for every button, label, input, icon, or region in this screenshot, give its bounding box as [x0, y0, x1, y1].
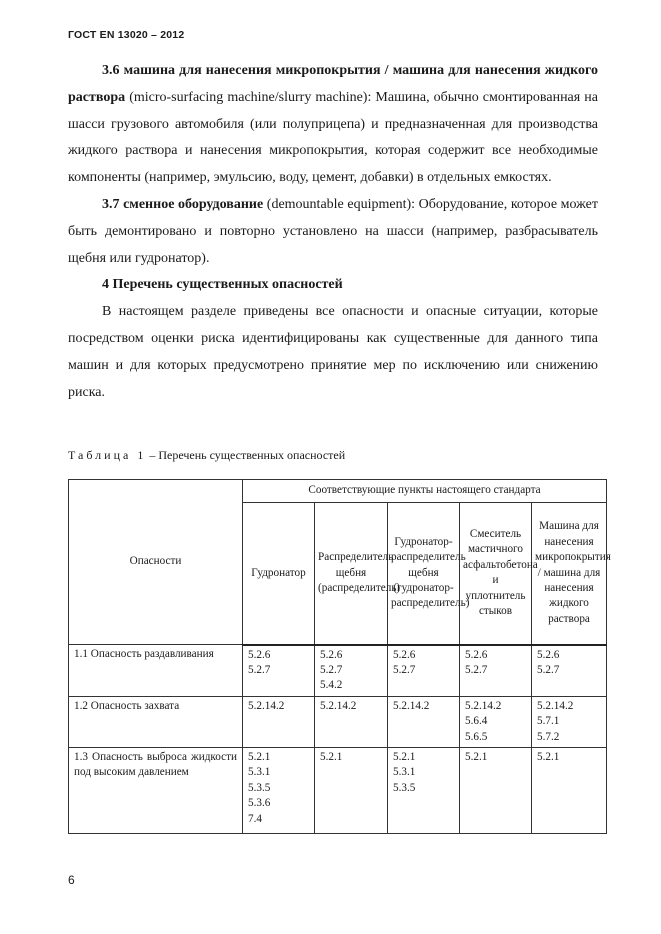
clause-cell — [388, 696, 460, 747]
hazard-cell: 1.3 Опасность выброса жидкости под высоким давлением — [69, 747, 243, 833]
clause-ref: 5.3.5 — [248, 781, 271, 794]
column-header-mastic-mixer: Смеситель мастичного асфальтобетона и уплотнитель стыков — [460, 503, 532, 645]
hazards-table — [68, 479, 611, 834]
section-4-title: 4 Перечень существенных опасностей — [102, 277, 343, 293]
table-row — [69, 747, 607, 833]
standard-clauses-header: Соответствующие пункты настоящего стандарта — [243, 480, 607, 503]
clause-cell — [388, 747, 460, 833]
page-number: 6 — [68, 873, 75, 887]
table-row — [69, 696, 607, 747]
clause-ref: 5.3.5 — [393, 781, 416, 794]
clause-ref: 5.6.4 — [465, 715, 488, 728]
clause-ref: 5.2.7 — [393, 663, 416, 676]
clause-ref: 5.2.14.2 — [537, 699, 574, 712]
clause-ref: 5.4.2 — [320, 679, 343, 692]
column-header-asphalt-distributor: Гудронатор — [243, 503, 315, 645]
table-caption — [68, 448, 345, 463]
clause-ref: 5.2.14.2 — [320, 699, 357, 712]
definition-3-6 — [68, 58, 598, 192]
clause-ref: 5.3.6 — [248, 797, 271, 810]
section-4-body: В настоящем разделе приведены все опасности и опасные ситуации, которые посредством оценки риска идентифицированы как существенные для данного типа машин и для которых предусмотрено принятие мер по исключению или снижению риска. — [68, 304, 598, 400]
clause-ref: 5.2.1 — [248, 750, 271, 763]
clause-cell — [243, 747, 315, 833]
body-text — [68, 58, 598, 406]
clause-cell — [532, 696, 607, 747]
clause-ref: 5.3.1 — [393, 766, 416, 779]
clause-cell — [388, 645, 460, 697]
table-caption-label: Таблица 1 — [68, 448, 147, 462]
clause-cell — [243, 696, 315, 747]
clause-ref: 5.2.7 — [537, 663, 560, 676]
clause-ref: 5.2.1 — [537, 750, 560, 763]
definition-3-7-body: (demountable equipment): Оборудование, которое может быть демонтировано и повторно установлено на шасси (например, разбрасыватель щебня или гудронатор). — [68, 196, 598, 266]
definition-3-7 — [68, 192, 598, 272]
table-row — [69, 645, 607, 697]
clause-ref: 5.2.7 — [320, 663, 343, 676]
hazard-cell: 1.2 Опасность захвата — [69, 696, 243, 747]
hazard-cell: 1.1 Опасность раздавливания — [69, 645, 243, 697]
term-3-6: 3.6 машина для нанесения микропокрытия / машина для нанесения жидкого раствора — [68, 63, 598, 105]
column-header-micro-surfacing-machine: Машина для нанесения микропокрытия / машина для нанесения жидкого раствора — [532, 503, 607, 645]
standard-header: ГОСТ EN 13020 – 2012 — [68, 29, 185, 41]
clause-cell — [243, 645, 315, 697]
clause-cell — [532, 645, 607, 697]
clause-cell — [532, 747, 607, 833]
clause-cell — [315, 696, 388, 747]
clause-ref: 5.2.6 — [393, 648, 416, 661]
clause-ref: 5.3.1 — [248, 766, 271, 779]
clause-ref: 5.2.7 — [465, 663, 488, 676]
clause-cell — [460, 645, 532, 697]
clause-ref: 5.2.1 — [320, 750, 343, 763]
clause-cell — [460, 696, 532, 747]
column-header-combined-distributor: Гудронатор-распределитель щебня (гудронатор-распределитель) — [388, 503, 460, 645]
definition-3-6-body: (micro-surfacing machine/slurry machine): Машина, обычно смонтированная на шасси грузового автомобиля (или полуприцепа) и предназначенная для производства жидкого раствора и нанесения микропокрытия, которая содержит все необходимые компоненты (например, эмульсию, воду, цемент, добавки) в отдельных емкостях. — [68, 89, 598, 186]
clause-ref: 5.2.6 — [320, 648, 343, 661]
clause-ref: 5.7.1 — [537, 715, 560, 728]
clause-cell — [315, 747, 388, 833]
clause-ref: 7.4 — [248, 812, 262, 825]
clause-ref: 5.2.1 — [465, 750, 488, 763]
clause-cell — [460, 747, 532, 833]
clause-ref: 5.6.5 — [465, 730, 488, 743]
clause-cell — [315, 645, 388, 697]
clause-ref: 5.2.6 — [248, 648, 271, 661]
clause-ref: 5.7.2 — [537, 730, 560, 743]
clause-ref: 5.2.14.2 — [248, 699, 285, 712]
clause-ref: 5.2.14.2 — [393, 699, 430, 712]
hazards-column-header: Опасности — [69, 480, 243, 645]
table-caption-text: – Перечень существенных опасностей — [146, 448, 346, 462]
clause-ref: 5.2.6 — [537, 648, 560, 661]
clause-ref: 5.2.14.2 — [465, 699, 502, 712]
clause-ref: 5.2.1 — [393, 750, 416, 763]
term-3-7: 3.7 сменное оборудование — [102, 196, 264, 212]
column-header-chip-spreader: Распределитель щебня (распределитель) — [315, 503, 388, 645]
clause-ref: 5.2.6 — [465, 648, 488, 661]
clause-ref: 5.2.7 — [248, 663, 271, 676]
